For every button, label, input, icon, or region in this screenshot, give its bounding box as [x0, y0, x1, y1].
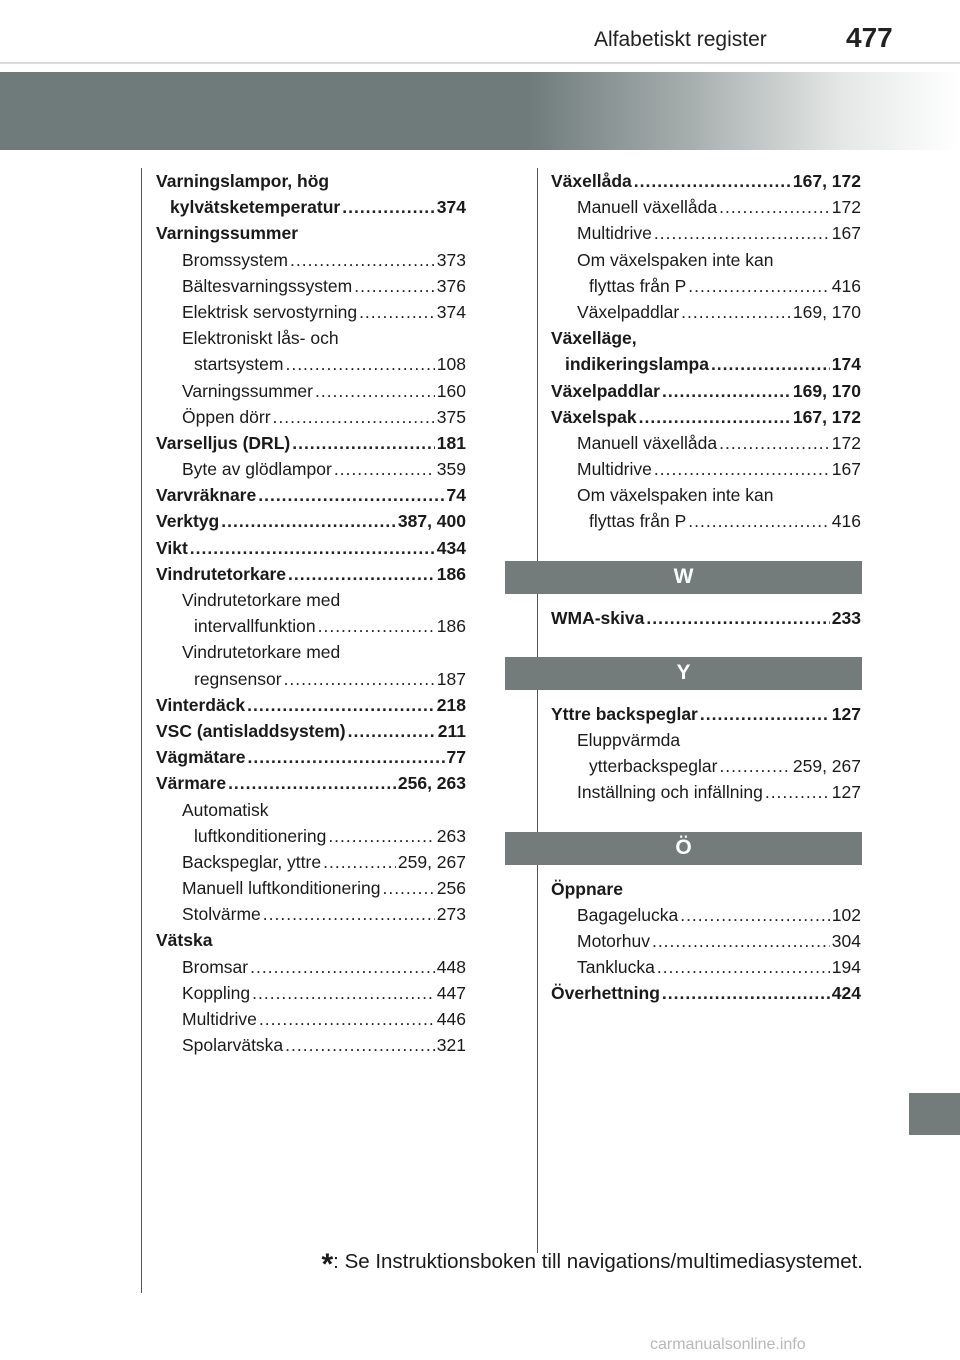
- page-reference: 127: [831, 782, 861, 803]
- entry-text: Växelspak: [551, 406, 637, 427]
- page-reference: 167, 172: [792, 171, 861, 191]
- index-entry: [156, 770, 466, 796]
- dot-leader: [359, 299, 435, 325]
- index-subentry: [156, 875, 466, 901]
- dot-leader: [662, 378, 791, 404]
- index-entry: [551, 980, 861, 1006]
- index-entry: [156, 718, 466, 744]
- page-reference: 181: [436, 432, 466, 453]
- index-entry: [551, 325, 861, 351]
- page-reference: 259, 267: [792, 756, 861, 777]
- page-reference: 447: [436, 982, 466, 1003]
- page-reference: 108: [436, 354, 466, 375]
- index-entry: [156, 168, 466, 194]
- entry-text: Överhettning: [551, 983, 660, 1004]
- page-reference: 387, 400: [397, 511, 466, 532]
- dot-leader: [634, 168, 791, 194]
- entry-text: Växelläge,: [551, 328, 637, 349]
- entry-text: Vindrutetorkare: [156, 563, 286, 584]
- page-reference: 167, 172: [792, 406, 861, 427]
- entry-text: Varningssummer: [182, 380, 313, 401]
- dot-leader: [263, 901, 435, 927]
- index-entry: [156, 508, 466, 534]
- index-subentry: [551, 482, 861, 508]
- entry-text: Värmare: [156, 773, 227, 794]
- entry-text: Växellåda: [551, 171, 632, 191]
- page-reference: 304: [831, 930, 861, 951]
- page-reference: 374: [436, 301, 466, 322]
- page-reference: 233: [831, 607, 861, 628]
- entry-text: Varningssummer: [156, 223, 298, 244]
- entry-text: Om växelspaken inte kan: [577, 249, 774, 270]
- page-reference: 174: [831, 354, 861, 375]
- entry-text: Varvräknare: [156, 485, 257, 506]
- entry-text: Inställning och infällning: [577, 782, 763, 803]
- dot-leader: [221, 508, 396, 534]
- index-subentry: [551, 456, 861, 482]
- dot-leader: [285, 351, 434, 377]
- entry-text: Backspeglar, yttre: [182, 851, 322, 872]
- page-reference: 74: [446, 485, 466, 506]
- entry-text: Bromssystem: [182, 249, 288, 270]
- page-reference: 259, 267: [397, 851, 466, 872]
- page-reference: 416: [831, 511, 861, 532]
- dot-leader: [657, 954, 830, 980]
- index-subentry: [551, 753, 861, 779]
- entry-text: Öppen dörr: [182, 406, 271, 427]
- entry-text: Elektroniskt lås- och: [182, 328, 339, 349]
- page-reference: 256, 263: [397, 773, 466, 794]
- entry-text: Bagagelucka: [577, 904, 679, 925]
- entry-text: Multidrive: [182, 1009, 257, 1029]
- entry-text: Automatisk: [182, 799, 269, 820]
- page-reference: 186: [436, 563, 466, 584]
- index-subentry: [156, 666, 466, 692]
- entry-text: Manuell luftkonditionering: [182, 878, 381, 899]
- index-subentry: [156, 404, 466, 430]
- page-reference: 194: [831, 957, 861, 978]
- dot-leader: [719, 194, 830, 220]
- entry-text: Vikt: [156, 537, 188, 558]
- index-entry: [551, 605, 861, 631]
- page-reference: 273: [436, 904, 466, 925]
- section-header: Ö: [505, 832, 862, 865]
- dot-leader: [688, 273, 830, 299]
- dot-leader: [646, 605, 829, 631]
- index-entry: [156, 482, 466, 508]
- entry-text: startsystem: [194, 354, 284, 375]
- page-number: 477: [846, 22, 893, 53]
- index-subentry: [551, 779, 861, 805]
- index-subentry: [156, 823, 466, 849]
- dot-leader: [258, 482, 444, 508]
- dot-leader: [284, 666, 435, 692]
- page-reference: 416: [831, 275, 861, 296]
- entry-text: Motorhuv: [577, 930, 650, 951]
- entry-text: luftkonditionering: [194, 825, 327, 846]
- dot-leader: [285, 1032, 435, 1058]
- entry-text: Yttre backspeglar: [551, 703, 698, 724]
- index-subentry: [551, 299, 861, 325]
- dot-leader: [662, 980, 830, 1006]
- dot-leader: [639, 404, 791, 430]
- index-entry: [156, 927, 466, 953]
- dot-leader: [681, 299, 791, 325]
- index-entry: [156, 744, 466, 770]
- entry-text: Multidrive: [577, 459, 652, 480]
- dot-leader: [190, 535, 435, 561]
- index-entry: [156, 535, 466, 561]
- footnote-text: : Se Instruktionsboken till navigations/multimediasystemet.: [333, 1250, 863, 1273]
- entry-text: kylvätsketemperatur: [170, 197, 341, 218]
- dot-leader: [318, 613, 435, 639]
- page-header: [0, 0, 960, 62]
- index-entry: [551, 378, 861, 404]
- dot-leader: [252, 980, 435, 1006]
- entry-text: Manuell växellåda: [577, 432, 718, 453]
- index-subentry: [551, 928, 861, 954]
- index-entry: [551, 168, 861, 194]
- entry-text: Varselljus (DRL): [156, 432, 291, 453]
- page-reference: 256: [436, 878, 466, 899]
- dot-leader: [334, 456, 435, 482]
- dot-leader: [765, 779, 830, 805]
- dot-leader: [228, 770, 396, 796]
- entry-text: indikeringslampa: [565, 354, 709, 375]
- page-reference: 169, 170: [792, 301, 861, 322]
- index-subentry: [551, 247, 861, 273]
- page-reference: 167: [831, 223, 861, 244]
- entry-text: Öppnare: [551, 878, 623, 899]
- entry-text: Tanklucka: [577, 957, 655, 978]
- page-reference: 218: [436, 694, 466, 715]
- dot-leader: [250, 954, 435, 980]
- dot-leader: [711, 351, 830, 377]
- page-reference: 321: [436, 1035, 466, 1056]
- entry-text: ytterbackspeglar: [589, 756, 718, 777]
- index-subentry: [156, 797, 466, 823]
- header-banner: [0, 72, 960, 150]
- page-reference: 263: [436, 825, 466, 846]
- page-reference: 186: [436, 616, 466, 637]
- index-entry: [551, 404, 861, 430]
- watermark: carmanualsonline.info: [650, 1336, 806, 1353]
- index-entry: [551, 876, 861, 902]
- index-column-right: [551, 168, 861, 1007]
- index-subentry: [156, 351, 466, 377]
- dot-leader: [247, 692, 435, 718]
- entry-text: Koppling: [182, 982, 251, 1003]
- page-reference: 172: [831, 432, 861, 453]
- entry-text: Växelpaddlar: [551, 380, 660, 401]
- section-header: Y: [505, 657, 862, 690]
- entry-text: Växelpaddlar: [577, 301, 680, 322]
- page-reference: 169, 170: [792, 380, 861, 401]
- footnote-symbol: *: [321, 1248, 334, 1281]
- index-subentry: [156, 247, 466, 273]
- entry-text: Vägmätare: [156, 747, 246, 768]
- dot-leader: [652, 928, 830, 954]
- index-column-left: [156, 168, 466, 1058]
- page-reference: 375: [436, 406, 466, 427]
- entry-text: intervallfunktion: [194, 616, 316, 637]
- middle-column-rule: [537, 168, 538, 1253]
- entry-text: Vindrutetorkare med: [182, 642, 341, 663]
- index-subentry: [156, 587, 466, 613]
- index-subentry: [156, 1006, 466, 1032]
- entry-text: flyttas från P: [589, 511, 687, 532]
- index-subentry: [551, 220, 861, 246]
- dot-leader: [248, 744, 445, 770]
- entry-text: Multidrive: [577, 223, 652, 244]
- entry-text: flyttas från P: [589, 275, 687, 296]
- index-subentry: [551, 902, 861, 928]
- page-reference: 374: [436, 197, 466, 218]
- entry-text: Spolarvätska: [182, 1035, 284, 1056]
- entry-text: WMA-skiva: [551, 607, 645, 628]
- page-reference: 187: [436, 668, 466, 689]
- page-reference: 102: [831, 904, 861, 925]
- index-entry: [156, 692, 466, 718]
- index-subentry: [156, 456, 466, 482]
- entry-text: Manuell växellåda: [577, 197, 718, 218]
- index-subentry: [156, 901, 466, 927]
- index-subentry: [156, 639, 466, 665]
- entry-text: regnsensor: [194, 668, 282, 689]
- page-reference: 211: [437, 720, 466, 741]
- index-subentry: [156, 273, 466, 299]
- dot-leader: [273, 404, 435, 430]
- header-divider: [0, 62, 960, 64]
- index-entry: [156, 430, 466, 456]
- entry-text: Eluppvärmda: [577, 730, 681, 750]
- index-subentry: [156, 980, 466, 1006]
- page-reference: 359: [436, 459, 466, 480]
- page-reference: 448: [436, 956, 466, 977]
- index-entry: [156, 220, 466, 246]
- page-reference: 160: [436, 380, 466, 401]
- page-reference: 77: [446, 747, 466, 768]
- index-subentry: [551, 727, 861, 753]
- index-subentry: [156, 849, 466, 875]
- index-subentry: [551, 273, 861, 299]
- page-reference: 434: [436, 537, 466, 558]
- page-title: Alfabetiskt register: [594, 28, 767, 51]
- entry-text: Stolvärme: [182, 904, 261, 925]
- dot-leader: [688, 508, 830, 534]
- index-subentry: [156, 954, 466, 980]
- page-reference: 446: [436, 1009, 466, 1029]
- dot-leader: [654, 456, 830, 482]
- chapter-tab: [909, 1093, 960, 1135]
- dot-leader: [719, 753, 790, 779]
- page-reference: 127: [831, 703, 861, 724]
- dot-leader: [259, 1006, 435, 1032]
- index-subentry: [551, 194, 861, 220]
- index-entry: [156, 561, 466, 587]
- dot-leader: [315, 378, 435, 404]
- index-subentry: [156, 378, 466, 404]
- entry-text: Varningslampor, hög: [156, 171, 330, 191]
- page-reference: 424: [831, 983, 861, 1004]
- dot-leader: [288, 561, 435, 587]
- index-subentry: [551, 954, 861, 980]
- footnote: [287, 1248, 863, 1282]
- page-reference: 376: [436, 275, 466, 296]
- entry-text: Bältesvarningssystem: [182, 275, 353, 296]
- dot-leader: [342, 194, 435, 220]
- entry-text: Bromsar: [182, 956, 249, 977]
- dot-leader: [700, 701, 830, 727]
- index-subentry: [156, 325, 466, 351]
- page-reference: 373: [436, 249, 466, 270]
- dot-leader: [654, 220, 830, 246]
- entry-text: Vindrutetorkare med: [182, 590, 341, 610]
- dot-leader: [354, 273, 435, 299]
- dot-leader: [290, 247, 435, 273]
- page-reference: 167: [831, 459, 861, 480]
- dot-leader: [348, 718, 436, 744]
- dot-leader: [382, 875, 434, 901]
- index-subentry: [551, 430, 861, 456]
- dot-leader: [680, 902, 830, 928]
- dot-leader: [323, 849, 396, 875]
- dot-leader: [719, 430, 830, 456]
- entry-text: Verktyg: [156, 511, 220, 532]
- section-header: W: [505, 561, 862, 594]
- entry-text: VSC (antisladdsystem): [156, 720, 346, 741]
- entry-text: Byte av glödlampor: [182, 459, 332, 480]
- entry-text: Vinterdäck: [156, 694, 246, 715]
- index-subentry: [156, 613, 466, 639]
- index-subentry: [551, 508, 861, 534]
- index-entry: [551, 351, 861, 377]
- entry-text: Elektrisk servostyrning: [182, 301, 358, 322]
- dot-leader: [292, 430, 435, 456]
- left-column-rule: [141, 168, 142, 1293]
- dot-leader: [328, 823, 434, 849]
- entry-text: Om växelspaken inte kan: [577, 485, 774, 506]
- entry-text: Vätska: [156, 930, 213, 951]
- page-reference: 172: [831, 197, 861, 218]
- index-subentry: [156, 299, 466, 325]
- index-entry: [156, 194, 466, 220]
- index-subentry: [156, 1032, 466, 1058]
- index-entry: [551, 701, 861, 727]
